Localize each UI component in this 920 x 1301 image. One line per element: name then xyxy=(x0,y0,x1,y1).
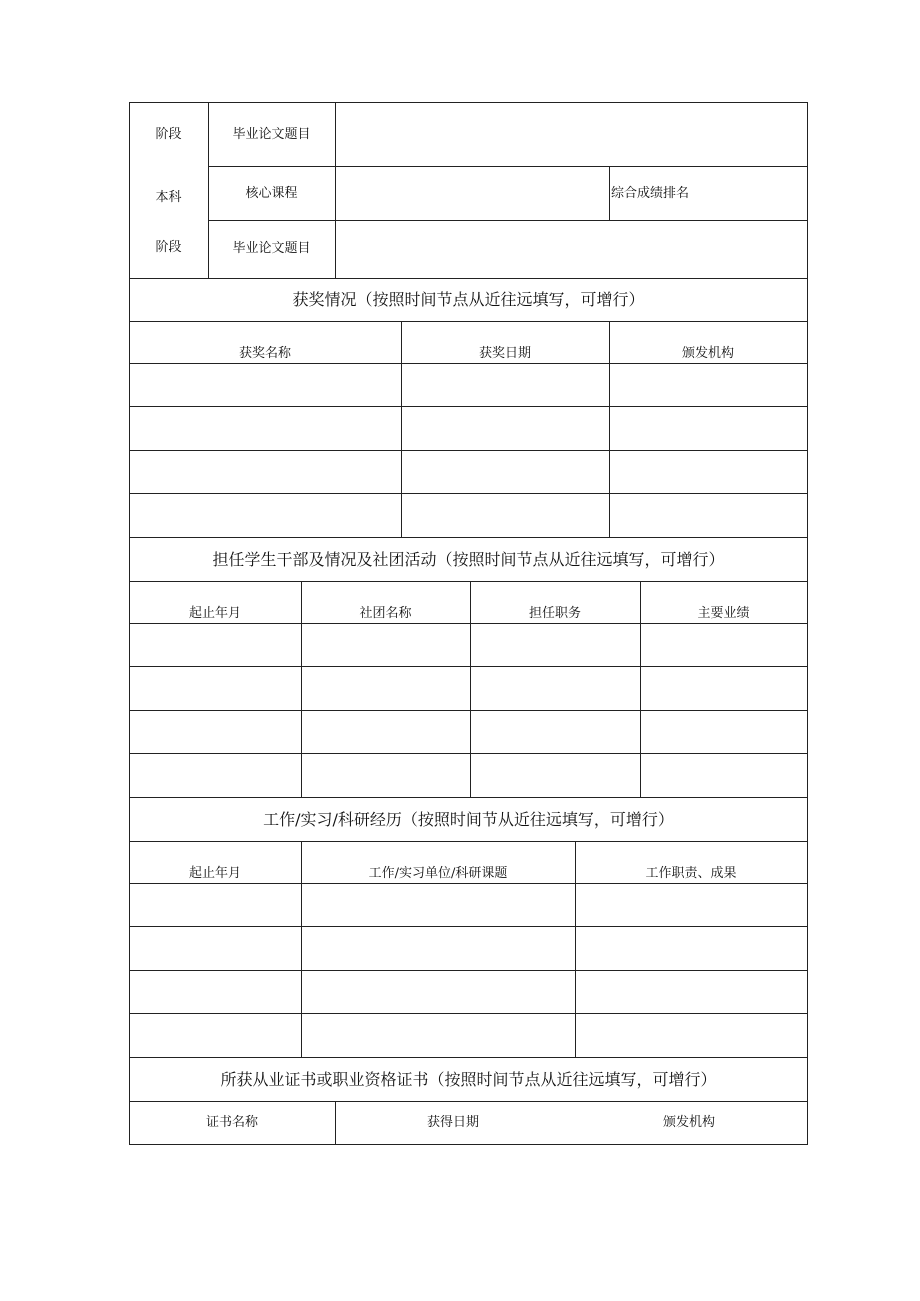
border-bottom xyxy=(129,1144,808,1145)
rule xyxy=(129,623,808,624)
rule xyxy=(609,166,610,221)
clubs-header-period: 起止年月 xyxy=(188,606,241,621)
awards-header-issuer: 颁发机构 xyxy=(681,346,734,361)
rule xyxy=(129,321,808,322)
rule xyxy=(129,666,808,667)
rule xyxy=(129,970,808,971)
table-cell[interactable] xyxy=(402,364,609,406)
certs-header-name: 证书名称 xyxy=(205,1115,258,1130)
rule xyxy=(129,926,808,927)
rule xyxy=(129,537,808,538)
clubs-header-achievements: 主要业绩 xyxy=(697,606,750,621)
rule xyxy=(129,883,808,884)
table-cell[interactable] xyxy=(610,451,807,493)
table-cell[interactable] xyxy=(610,364,807,406)
border-left xyxy=(129,102,130,1145)
core-courses-field[interactable] xyxy=(336,167,609,220)
table-cell[interactable] xyxy=(610,407,807,450)
stage-label: 阶段 xyxy=(155,127,182,142)
undergrad-label: 本科 xyxy=(155,190,182,205)
ranking-label: 综合成绩排名 xyxy=(611,186,690,201)
awards-section-title: 获奖情况（按照时间节点从近往远填写，可增行） xyxy=(292,290,645,309)
work-header-unit: 工作/实习单位/科研课题 xyxy=(368,866,508,881)
rule xyxy=(129,1013,808,1014)
awards-header-date: 获奖日期 xyxy=(478,346,531,361)
certs-header-date: 获得日期 xyxy=(426,1115,479,1130)
thesis-title-label: 毕业论文题目 xyxy=(232,127,311,142)
table-cell[interactable] xyxy=(130,494,401,537)
table-cell[interactable] xyxy=(402,451,609,493)
work-header-period: 起止年月 xyxy=(188,866,241,881)
border-right xyxy=(807,102,808,1145)
rule xyxy=(129,1101,808,1102)
core-courses-label: 核心课程 xyxy=(245,186,298,201)
rule xyxy=(129,581,808,582)
thesis-title-field-2[interactable] xyxy=(336,221,807,278)
rule xyxy=(129,1057,808,1058)
table-cell[interactable] xyxy=(130,364,401,406)
rule xyxy=(129,753,808,754)
rule xyxy=(129,710,808,711)
clubs-header-club: 社团名称 xyxy=(359,606,412,621)
table-cell[interactable] xyxy=(610,494,807,537)
table-cell[interactable] xyxy=(130,451,401,493)
certs-header-issuer: 颁发机构 xyxy=(662,1115,715,1130)
rule xyxy=(129,841,808,842)
stage-label-2: 阶段 xyxy=(155,240,182,255)
clubs-section-title: 担任学生干部及情况及社团活动（按照时间节点从近往远填写，可增行） xyxy=(212,550,725,569)
thesis-title-field[interactable] xyxy=(336,103,807,166)
thesis-title-label-2: 毕业论文题目 xyxy=(232,241,311,256)
table-cell[interactable] xyxy=(130,407,401,450)
awards-header-name: 获奖名称 xyxy=(238,346,291,361)
certs-section-title: 所获从业证书或职业资格证书（按照时间节点从近往远填写，可增行） xyxy=(220,1070,717,1089)
work-section-title: 工作/实习/科研经历（按照时间节从近往远填写，可增行） xyxy=(263,810,674,829)
clubs-header-position: 担任职务 xyxy=(528,606,581,621)
table-cell[interactable] xyxy=(402,407,609,450)
rule xyxy=(129,797,808,798)
work-header-duties: 工作职责、成果 xyxy=(645,866,737,881)
table-cell[interactable] xyxy=(402,494,609,537)
rule xyxy=(129,278,808,279)
